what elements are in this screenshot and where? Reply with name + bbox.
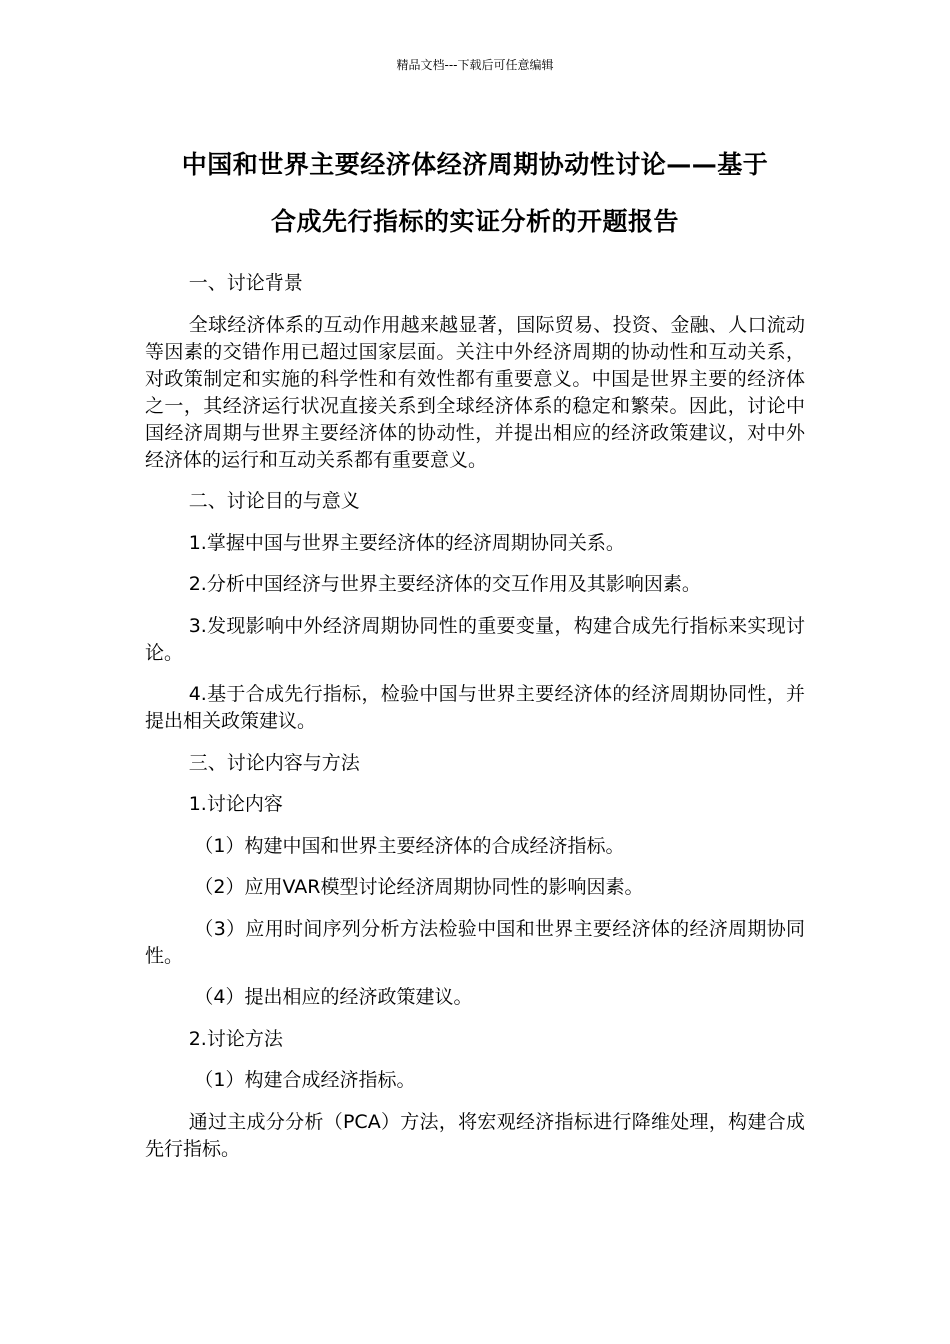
section-heading-methods: 三、讨论内容与方法 bbox=[188, 751, 360, 774]
purpose-item-1: 1.掌握中国与世界主要经济体的经济周期协同关系。 bbox=[188, 531, 625, 554]
content-item-4: （4）提出相应的经济政策建议。 bbox=[194, 986, 473, 1008]
section-heading-purpose: 二、讨论目的与意义 bbox=[188, 490, 360, 512]
page-header: 精品文档---下载后可任意编辑 bbox=[396, 58, 554, 72]
title-line-1: 中国和世界主要经济体经济周期协动性讨论——基于 bbox=[181, 150, 769, 179]
document-title bbox=[145, 136, 805, 250]
title-line-2: 合成先行指标的实证分析的开题报告 bbox=[270, 207, 679, 236]
method-item-1: （1）构建合成经济指标。 bbox=[194, 1069, 416, 1091]
subheading-method: 2.讨论方法 bbox=[188, 1027, 283, 1050]
purpose-item-2: 2.分析中国经济与世界主要经济体的交互作用及其影响因素。 bbox=[188, 573, 701, 595]
document-body bbox=[145, 270, 805, 1177]
purpose-item-3: 3.发现影响中外经济周期协同性的重要变量，构建合成先行指标来实现讨论。 bbox=[145, 614, 805, 664]
content-item-2: （2）应用VAR模型讨论经济周期协同性的影响因素。 bbox=[194, 876, 644, 898]
purpose-item-4: 4.基于合成先行指标，检验中国与世界主要经济体的经济周期协同性，并提出相关政策建议。 bbox=[145, 683, 805, 732]
paragraph-background: 全球经济体系的互动作用越来越显著，国际贸易、投资、金融、人口流动等因素的交错作用已超过国家层面。关注中外经济周期的协动性和互动关系，对政策制定和实施的科学性和有效性都有重要意义。中国是世界主要的经济体之一，其经济运行状况直接关系到全球经济体系的稳定和繁荣。因此，讨论中国经济周期与世界主要经济体的协动性，并提出相应的经济政策建议，对中外经济体的运行和互动关系都有重要意义。 bbox=[145, 313, 805, 471]
content-item-3: （3）应用时间序列分析方法检验中国和世界主要经济体的经济周期协同性。 bbox=[145, 917, 805, 967]
section-heading-background: 一、讨论背景 bbox=[188, 272, 303, 294]
paragraph-pca: 通过主成分分析（PCA）方法，将宏观经济指标进行降维处理，构建合成先行指标。 bbox=[145, 1110, 805, 1160]
subheading-content: 1.讨论内容 bbox=[188, 793, 283, 815]
content-item-1: （1）构建中国和世界主要经济体的合成经济指标。 bbox=[194, 834, 625, 857]
